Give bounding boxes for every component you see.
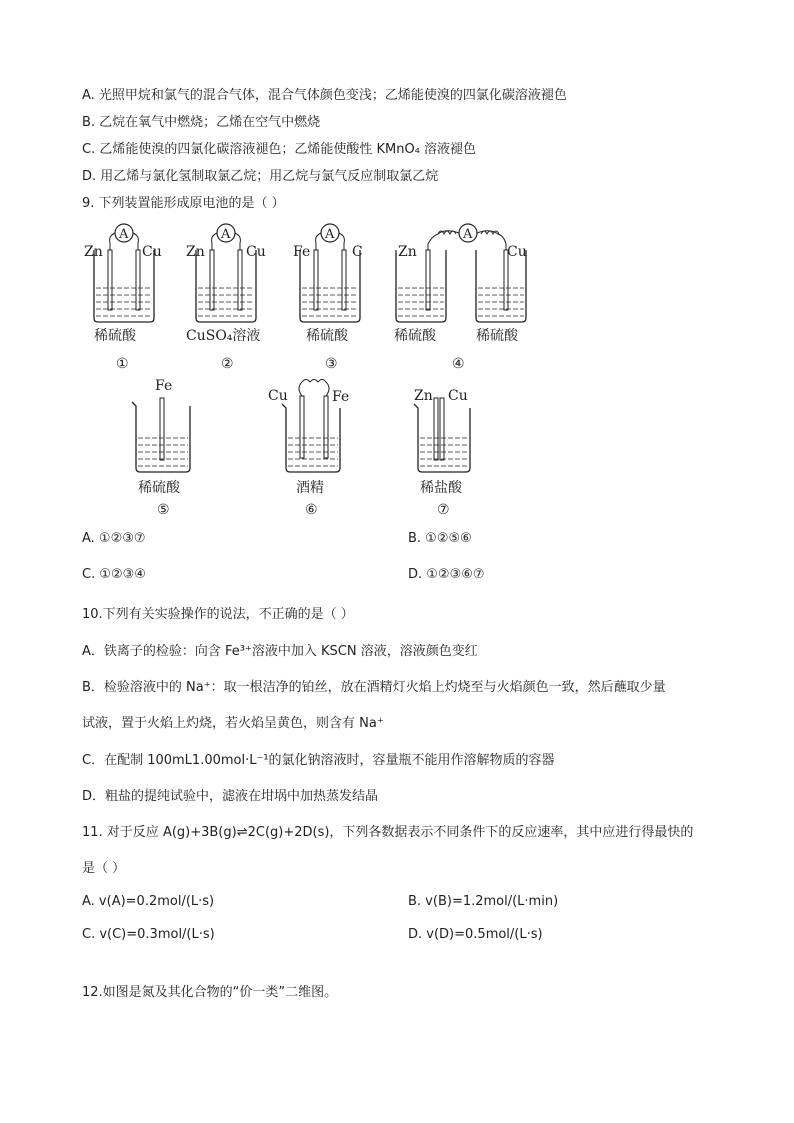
device-3-solution: 稀硫酸 xyxy=(306,328,348,344)
device-5 xyxy=(132,378,190,518)
device-6-solution: 酒精 xyxy=(296,480,324,496)
q11-option-c: C. v(C)=0.3mol/(L·s) xyxy=(82,927,215,942)
q8-option-c: C. 乙烯能使溴的四氯化碳溶液褪色；乙烯能使酸性 KMnO₄ 溶液褪色 xyxy=(82,142,477,157)
q9-stem: 9. 下列装置能形成原电池的是（ ） xyxy=(82,196,285,211)
device-4-solution-right: 稀硫酸 xyxy=(476,328,518,344)
q10-option-b: B．检验溶液中的 Na⁺：取一根洁净的铂丝，放在酒精灯火焰上灼烧至与火焰颜色一致，然后蘸取少量 xyxy=(82,680,666,695)
device-4-number: ④ xyxy=(452,356,465,372)
device-2-number: ② xyxy=(221,356,234,372)
svg-text:A: A xyxy=(221,227,231,242)
q12-stem: 12.如图是氮及其化合物的“价一类”二维图。 xyxy=(82,985,338,1000)
device-1-solution: 稀硫酸 xyxy=(94,328,136,344)
q9-option-d: D. ①②③⑥⑦ xyxy=(408,567,485,582)
device-1-right: Cu xyxy=(142,244,162,260)
q10-stem: 10.下列有关实验操作的说法，不正确的是（ ） xyxy=(82,607,354,622)
device-6-left: Cu xyxy=(268,388,288,404)
device-7-number: ⑦ xyxy=(437,502,450,518)
q11-option-a: A. v(A)=0.2mol/(L·s) xyxy=(82,894,215,909)
device-4-right: Cu xyxy=(507,244,527,260)
device-6 xyxy=(268,380,349,519)
svg-text:A: A xyxy=(463,227,473,242)
q11-stem-cont: 是（ ） xyxy=(82,861,126,876)
q10-option-c: C．在配制 100mL1.00mol·L⁻¹的氯化钠溶液时，容量瓶不能用作溶解物质的容器 xyxy=(82,753,555,768)
device-5-number: ⑤ xyxy=(157,502,170,518)
device-3-right: C xyxy=(352,244,363,260)
device-5-electrode: Fe xyxy=(155,378,173,394)
device-7-solution: 稀盐酸 xyxy=(420,480,462,496)
device-7-left: Zn xyxy=(414,388,433,404)
device-3-left: Fe xyxy=(293,244,311,260)
device-1-number: ① xyxy=(116,356,129,372)
device-4-left: Zn xyxy=(398,244,417,260)
device-2 xyxy=(186,224,266,372)
q8-option-b: B. 乙烷在氧气中燃烧；乙烯在空气中燃烧 xyxy=(82,115,321,130)
q8-option-d: D. 用乙烯与氯化氢制取氯乙烷；用乙烷与氯气反应制取氯乙烷 xyxy=(82,169,439,184)
q9-apparatus-diagram xyxy=(0,0,794,560)
device-3-number: ③ xyxy=(325,356,338,372)
device-2-solution: CuSO₄溶液 xyxy=(186,328,261,344)
device-6-right: Fe xyxy=(332,389,350,405)
q11-option-d: D. v(D)=0.5mol/(L·s) xyxy=(408,927,543,942)
device-2-right: Cu xyxy=(246,244,266,260)
device-5-solution: 稀硫酸 xyxy=(138,480,180,496)
q11-stem: 11. 对于反应 A(g)+3B(g)⇌2C(g)+2D(s)，下列各数据表示不同条件下的反应速率，其中应进行得最快的 xyxy=(82,825,694,840)
device-7-right: Cu xyxy=(448,388,468,404)
device-4 xyxy=(394,224,527,372)
device-7 xyxy=(414,388,470,518)
q10-option-d: D．粗盐的提纯试验中，滤液在坩埚中加热蒸发结晶 xyxy=(82,789,379,804)
device-2-left: Zn xyxy=(186,244,205,260)
device-4-solution-left: 稀硫酸 xyxy=(394,328,436,344)
ammeter-label: A xyxy=(119,227,129,242)
svg-text:A: A xyxy=(325,227,335,242)
q8-option-a: A. 光照甲烷和氯气的混合气体，混合气体颜色变浅；乙烯能使溴的四氯化碳溶液褪色 xyxy=(82,88,567,103)
device-6-number: ⑥ xyxy=(305,502,318,518)
q9-option-a: A. ①②③⑦ xyxy=(82,531,146,546)
device-1 xyxy=(84,224,162,372)
q10-option-b-cont: 试液，置于火焰上灼烧，若火焰呈黄色，则含有 Na⁺ xyxy=(82,716,384,731)
q10-option-a: A．铁离子的检验：向含 Fe³⁺溶液中加入 KSCN 溶液，溶液颜色变红 xyxy=(82,644,478,659)
q11-option-b: B. v(B)=1.2mol/(L·min) xyxy=(408,894,559,909)
device-1-left: Zn xyxy=(84,244,103,260)
device-3 xyxy=(293,224,363,372)
q9-option-b: B. ①②⑤⑥ xyxy=(408,531,472,546)
q9-option-c: C. ①②③④ xyxy=(82,567,146,582)
